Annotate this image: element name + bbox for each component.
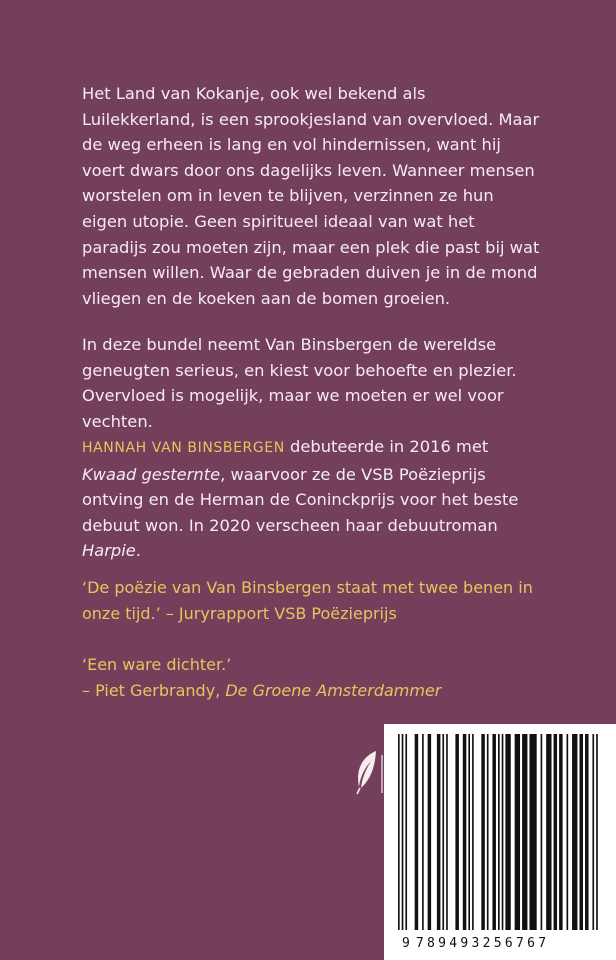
barcode-bars bbox=[398, 734, 600, 930]
barcode-bar bbox=[422, 734, 424, 930]
barcode-bar bbox=[402, 734, 404, 930]
barcode-bar bbox=[468, 734, 470, 930]
author-bio bbox=[82, 434, 542, 564]
barcode-bar bbox=[546, 734, 551, 930]
blurb-paragraph-1: Het Land van Kokanje, ook wel bekend als Luilekkerland, is een sprookjesland van overvloed. Maar de weg erheen is lang en vol hindernissen, want hij voert dwars door ons dagelijks leven. Wanneer mensen worstelen om in leven te blijven, verzinnen ze hun eigen utopie. Geen spiritueel ideaal van wat het paradijs zou moeten zijn, maar een plek die past bij wat mensen willen. Waar de gebraden duiven je in de mond vliegen en de koeken aan de bomen groeien. bbox=[82, 84, 540, 308]
barcode-bar bbox=[428, 734, 432, 930]
isbn-number: 789493256767 bbox=[415, 936, 550, 951]
author-bio-text-2: , waarvoor ze de VSB Poëzieprijs ontving en de Herman de Coninckprijs voor het beste debuut won. In 2020 verscheen haar debuutroman bbox=[82, 464, 519, 535]
author-bio-text-1: debuteerde in 2016 met bbox=[284, 437, 489, 456]
barcode-bar bbox=[541, 734, 543, 930]
barcode-bar bbox=[505, 734, 510, 930]
book-title-kwaad-gesternte: Kwaad gesternte bbox=[82, 464, 221, 484]
author-name: HANNAH VAN BINSBERGEN bbox=[82, 440, 285, 456]
barcode bbox=[384, 724, 616, 960]
book-title-harpie: Harpie bbox=[82, 541, 136, 561]
review-quote-gerbrandy bbox=[82, 652, 542, 703]
isbn-lead-digit: 9 bbox=[402, 936, 410, 951]
barcode-bar bbox=[463, 734, 467, 930]
barcode-bar bbox=[502, 734, 504, 930]
barcode-bar bbox=[572, 734, 577, 930]
barcode-bar bbox=[398, 734, 400, 930]
barcode-bar bbox=[415, 734, 419, 930]
barcode-bar bbox=[405, 734, 407, 930]
author-bio-text-3: . bbox=[135, 541, 141, 561]
barcode-bar bbox=[487, 734, 489, 930]
barcode-bar bbox=[492, 734, 496, 930]
publication-name: De Groene Amsterdammer bbox=[225, 680, 442, 700]
barcode-bar bbox=[522, 734, 527, 930]
barcode-bar bbox=[446, 734, 448, 930]
barcode-bar bbox=[567, 734, 569, 930]
barcode-bar bbox=[515, 734, 520, 930]
barcode-bar bbox=[472, 734, 474, 930]
barcode-bar bbox=[498, 734, 500, 930]
blurb-paragraph-2: In deze bundel neemt Van Binsbergen de wereldse geneugten serieus, en kiest voor behoefte en plezier. Overvloed is mogelijk, maar we moeten er wel voor vechten. bbox=[82, 335, 517, 431]
barcode-bar bbox=[455, 734, 459, 930]
barcode-bar bbox=[596, 734, 598, 930]
barcode-bar bbox=[437, 734, 441, 930]
barcode-bar bbox=[554, 734, 558, 930]
barcode-bar bbox=[529, 734, 536, 930]
barcode-bar bbox=[481, 734, 485, 930]
isbn-digits bbox=[402, 936, 549, 951]
barcode-bar bbox=[592, 734, 594, 930]
barcode-bar bbox=[579, 734, 583, 930]
quote-attribution: – Piet Gerbrandy, De Groene Amsterdammer bbox=[82, 680, 442, 700]
quote-text: ‘Een ware dichter.’ bbox=[82, 655, 232, 674]
barcode-bar bbox=[559, 734, 563, 930]
barcode-bar bbox=[585, 734, 589, 930]
review-quote-jury: ‘De poëzie van Van Binsbergen staat met twee benen in onze tijd.’ – Juryrapport VSB Poëzieprijs bbox=[82, 578, 533, 623]
barcode-bar bbox=[442, 734, 444, 930]
